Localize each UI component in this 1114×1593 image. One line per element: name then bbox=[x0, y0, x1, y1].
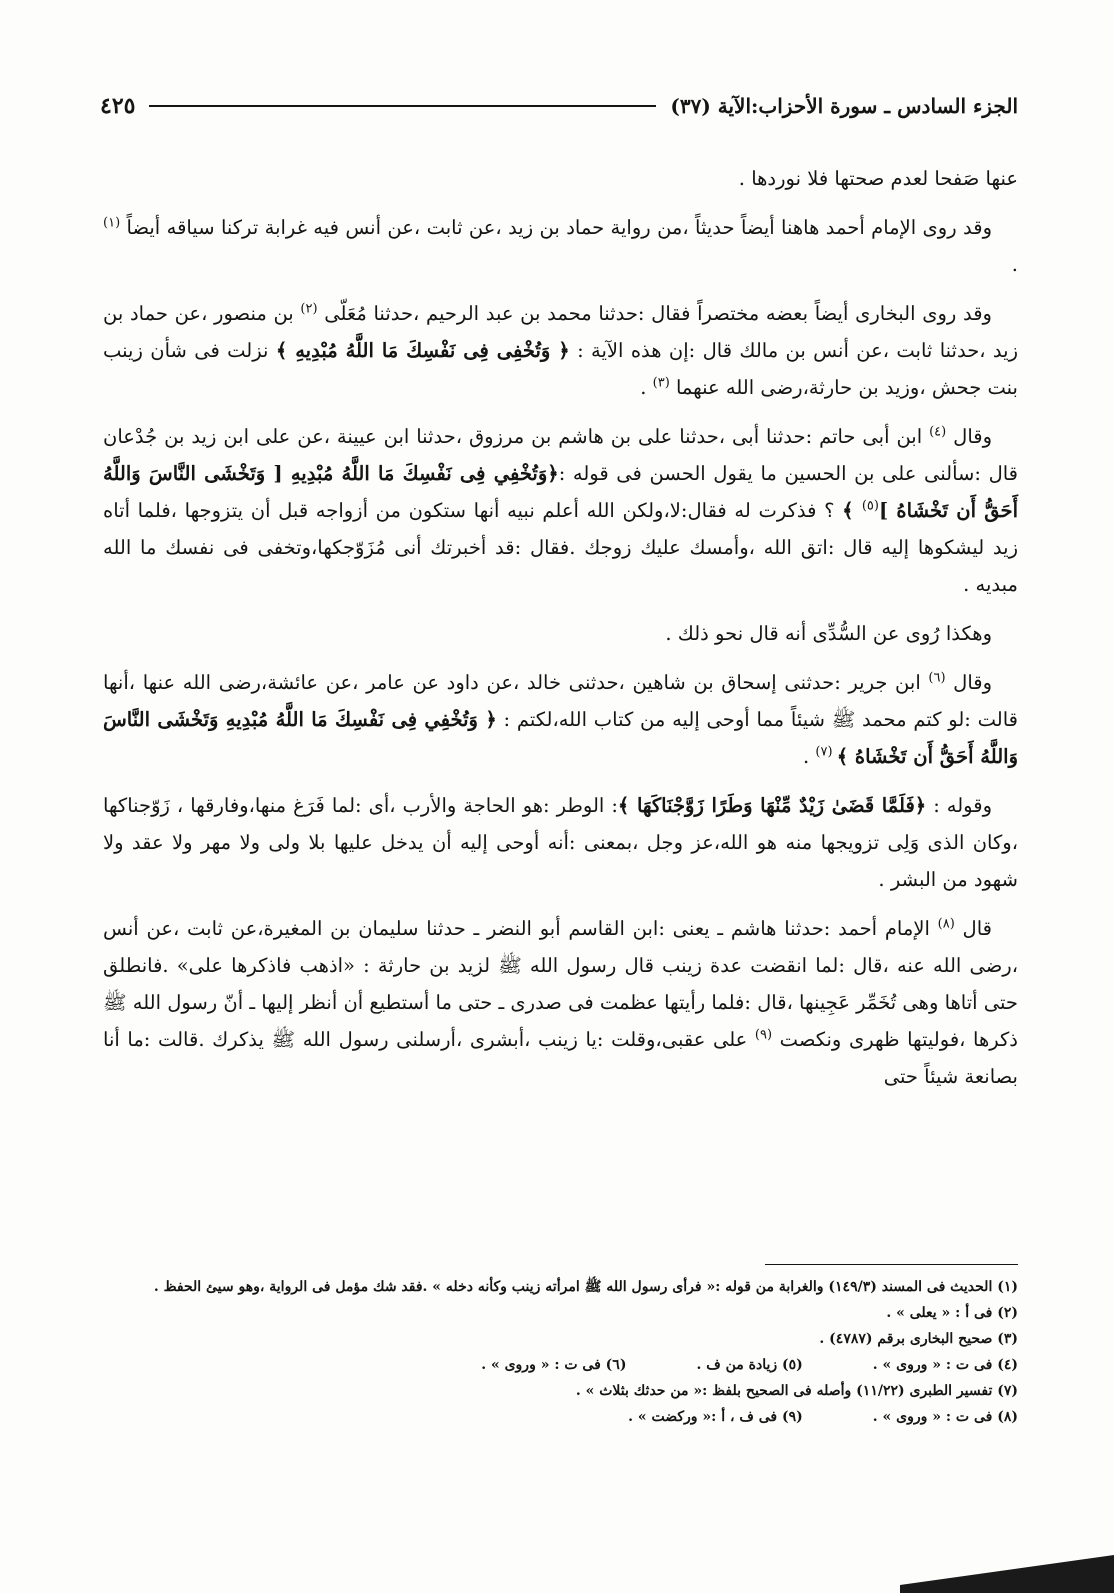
paragraph-text: بن منصور ،عن حماد بن زيد ،حدثنا ثابت ،عن أنس بن مالك قال :إن هذه الآية : bbox=[103, 302, 1018, 362]
page-number: ٤٢٥ bbox=[100, 93, 136, 119]
footnote: (٥) زيادة من ف . bbox=[696, 1357, 803, 1373]
quran-verse: ﴾ bbox=[842, 499, 862, 522]
footnotes bbox=[100, 1274, 1018, 1430]
paragraph-text: الإمام أحمد :حدثنا هاشم ـ يعنى :ابن القاسم أبو النضر ـ حدثنا سليمان بن المغيرة،عن ثابت ،عن أنس ،رضى الله عنه ،قال :لما انقضت عدة زينب قال رسول الله ﷺ لزيد بن حارثة : «اذهب فاذكرها على» .فانطلق حتى أتاها وهى تُخَمِّر عَجِينها ،قال :فلما رأيتها عظمت فى صدرى ـ حتى ما أستطيع أن أنظر إليها ـ أنّ رسول الله ﷺ ذكرها ،فوليتها ظهرى ونكصت bbox=[103, 917, 1018, 1051]
paragraph-text: وقوله : bbox=[926, 794, 992, 817]
paragraph bbox=[103, 615, 1018, 652]
footnote: (٧) تفسير الطبرى (١١/٢٢) وأصله فى الصحيح بلفظ :« من حدثك بثلاث » . bbox=[575, 1383, 1018, 1399]
footnote-ref: (٧) bbox=[815, 744, 837, 760]
footnote: (٨) فى ت : « وروى » . bbox=[872, 1409, 1018, 1425]
paragraph-text: ابن أبى حاتم :حدثنا أبى ،حدثنا على بن هاشم بن مرزوق ،حدثنا ابن عيينة ،عن على ابن زيد بن جُدْعان قال :سألنى على بن الحسين ما يقول الحسن فى قوله : bbox=[103, 425, 1019, 485]
footnote-ref: (٤) bbox=[929, 424, 947, 440]
footnote-ref: (٥) bbox=[861, 498, 879, 514]
paragraph-text: ابن جرير :حدثنى إسحاق بن شاهين ،حدثنى خالد ،عن داود عن عامر ،عن عائشة،رضى الله عنها ،أنها قالت :لو كتم محمد ﷺ شيئاً مما أوحى إليه من كتاب الله،لكتم : bbox=[103, 671, 1018, 731]
paragraph-text: نزلت فى شأن زينب بنت جحش ،وزيد بن حارثة،رضى الله عنهما bbox=[103, 339, 1018, 399]
footnote: (٩) فى ف ، أ :« وركضت » . bbox=[628, 1409, 803, 1425]
paragraph bbox=[103, 295, 1018, 406]
paragraph-text: عنها صَفحا لعدم صحتها فلا نوردها . bbox=[738, 167, 1018, 190]
paragraph-text: وهكذا رُوى عن السُّدِّى أنه قال نحو ذلك . bbox=[665, 622, 992, 645]
footnote: (٣) صحيح البخارى برقم (٤٧٨٧) . bbox=[819, 1331, 1018, 1347]
paragraph bbox=[103, 787, 1018, 898]
paragraph-text: . bbox=[1011, 253, 1018, 276]
paragraph-text: . bbox=[640, 376, 653, 399]
footnote-ref: (٩) bbox=[754, 1027, 773, 1043]
paragraph bbox=[103, 418, 1018, 603]
footnote-ref: (١) bbox=[103, 215, 121, 231]
paragraph-text: قال bbox=[954, 917, 992, 940]
paragraph-text: وقال bbox=[945, 671, 992, 694]
paragraph bbox=[103, 664, 1018, 775]
main-text bbox=[103, 160, 1018, 1107]
quran-verse: ﴿ وَتُخْفِى فِى نَفْسِكَ مَا اللَّهُ مُبْدِيهِ ﴾ bbox=[275, 339, 570, 362]
footnote-ref: (٢) bbox=[300, 301, 318, 317]
paragraph-text: ؟ فذكرت له فقال:لا،ولكن الله أعلم نبيه أنها ستكون من أزواجه قبل أن يتزوجها ،فلما أتاه زيد ليشكوها إليه قال :اتق الله ،وأمسك عليك زوجك .فقال :قد أخبرتك أنى مُزَوّجكها،وتخفى فى نفسك ما الله مبديه . bbox=[103, 499, 1018, 596]
quran-verse: ﴿فَلَمَّا قَضَىٰ زَيْدٌ مِّنْهَا وَطَرًا زَوَّجْنَاكَهَا ﴾ bbox=[617, 794, 927, 817]
running-header bbox=[100, 86, 1018, 126]
footnote: (٦) فى ت : « وروى » . bbox=[481, 1357, 627, 1373]
header-title: الجزء السادس ـ سورة الأحزاب:الآية (٣٧) bbox=[670, 94, 1018, 118]
paragraph-text: : الوطر :هو الحاجة والأرب ،أى :لما فَرَغ منها،وفارقها ، زَوّجناكها ،وكان الذى وَلِى تزويجها منه هو الله،عز وجل ،بمعنى :أنه أوحى إليه أن يدخل عليها بلا ولى ولا مهر ولا عقد ولا شهود من البشر . bbox=[103, 794, 1018, 891]
footnote: (٢) فى أ : « يعلى » . bbox=[886, 1305, 1018, 1321]
header-rule bbox=[149, 105, 656, 107]
footnote-row bbox=[100, 1404, 1018, 1430]
paragraph-text: وقد روى البخارى أيضاً بعضه مختصراً فقال :حدثنا محمد بن عبد الرحيم ،حدثنا مُعَلّى bbox=[324, 302, 992, 325]
paragraph-text: وقد روى الإمام أحمد هاهنا أيضاً حديثاً ،من رواية حماد بن زيد ،عن ثابت ،عن أنس فيه غرابة تركنا سياقه أيضاً bbox=[126, 216, 992, 239]
quran-verse: ﴿ وَتُخْفِي فِى نَفْسِكَ مَا اللَّهُ مُبْدِيهِ وَتَخْشَى النَّاسَ وَاللَّهُ أَحَقُّ أَن تَخْشَاهُ ﴾ bbox=[103, 708, 1018, 768]
scan-shadow-mark bbox=[900, 1555, 1114, 1593]
footnote-ref: (٣) bbox=[652, 375, 670, 391]
footnote-ref: (٦) bbox=[928, 670, 946, 686]
paragraph-text: . bbox=[803, 745, 816, 768]
footnote-row bbox=[100, 1352, 1018, 1378]
footnote-ref: (٨) bbox=[937, 916, 955, 932]
paragraph-text: على عقبى،وقلت :يا زينب ،أبشرى ،أرسلنى رسول الله ﷺ يذكرك .قالت :ما أنا بصانعة شيئاً حتى bbox=[103, 1028, 1018, 1088]
footnote: (١) الحديث فى المسند (١٤٩/٣) والغرابة من قوله :« فرأى رسول الله ﷺ امرأته زينب وكأنه دخله » .فقد شك مؤمل فى الرواية ،وهو سيئ الحفظ . bbox=[153, 1279, 1018, 1295]
paragraph bbox=[103, 910, 1018, 1095]
footnote-separator bbox=[765, 1264, 1018, 1265]
paragraph bbox=[103, 160, 1018, 197]
footnote: (٤) فى ت : « وروى » . bbox=[872, 1357, 1018, 1373]
paragraph bbox=[103, 209, 1018, 283]
paragraph-text: وقال bbox=[946, 425, 992, 448]
quran-verse: ﴿وَتُخْفِي فِى نَفْسِكَ مَا اللَّهُ مُبْدِيهِ [ وَتَخْشَى النَّاسَ وَاللَّهُ أَحَقُّ أَن تَخْشَاهُ ] bbox=[103, 462, 1018, 522]
